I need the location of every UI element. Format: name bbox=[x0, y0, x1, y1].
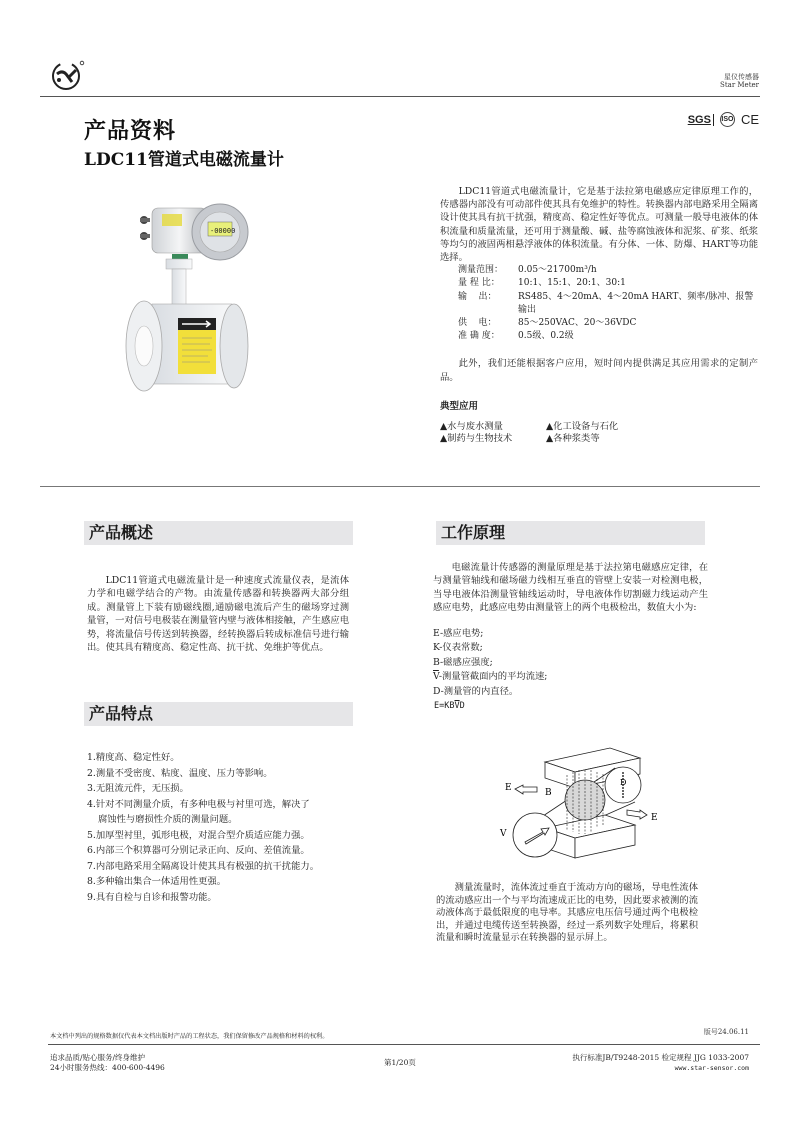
variable-item bbox=[433, 685, 547, 699]
spec-row bbox=[440, 277, 758, 290]
feature-item: 6.内部三个积算器可分别记录正向、反向、差值流量。 bbox=[87, 845, 310, 856]
spec-row bbox=[440, 291, 758, 317]
brand-name bbox=[720, 73, 759, 89]
footer-contact bbox=[50, 1053, 165, 1073]
variable-symbol: B bbox=[433, 656, 441, 668]
product-title: LDC11管道式电磁流量计 bbox=[84, 150, 284, 170]
feature-item: 4.针对不同测量介质，有多种电极与衬里可选，解决了 bbox=[87, 798, 310, 810]
custom-products-note: 此外，我们还能根据客户应用，短时间内提供满足其应用需求的定制产品。 bbox=[440, 358, 758, 383]
applications-title: 典型应用 bbox=[440, 400, 479, 412]
intro-paragraph: LDC11管道式电磁流量计，它是基于法拉第电磁感应定律原理工作的，传感器内部没有可动部件使其具有免维护的特性。转换器内部电路采用全隔离设计使其具有抗干扰强，精度高、稳定性好等优点。可测量一般导电液体的体积流量和质量流量，还可用于测量酸、碱、盐等腐蚀液体和泥浆、矿浆、纸浆等均匀的液固两相悬浮液体的体积流量。有分体、一体、防爆、HART等功能选择。 bbox=[440, 186, 758, 264]
diagram-label-b: B bbox=[545, 788, 552, 798]
spec-value: 0.5级、0.2级 bbox=[518, 331, 574, 342]
variable-symbol: K bbox=[433, 642, 440, 654]
footer-standards bbox=[572, 1053, 749, 1073]
brand-en: Star Meter bbox=[720, 81, 759, 89]
spec-label: 供 电： bbox=[458, 318, 497, 329]
variable-desc: -测量管截面内的平均流速; bbox=[438, 671, 548, 683]
certification-logos bbox=[688, 112, 759, 127]
variable-symbol: $\overline{V}$ bbox=[433, 671, 439, 683]
applications-list bbox=[440, 421, 758, 445]
flowmeter-product-image bbox=[122, 196, 272, 396]
page-number: 第1/20页 bbox=[384, 1058, 416, 1067]
variable-item bbox=[433, 641, 547, 655]
disclaimer: 本文档中列出的规格数据仅代表本文档出版时产品的工程状态，我们保留修改产品规格和材料的权利。 bbox=[50, 1033, 329, 1040]
variable-desc: -仪表常数; bbox=[439, 642, 483, 654]
spec-value: 10:1、15:1、20:1、30:1 bbox=[518, 278, 626, 289]
principle-section-title: 工作原理 bbox=[436, 521, 705, 545]
diagram-label-e: E bbox=[505, 783, 512, 793]
brand-cn: 星仪传感器 bbox=[724, 73, 759, 81]
hotline: 24小时服务热线：400-600-4496 bbox=[50, 1063, 165, 1072]
variable-item bbox=[433, 627, 547, 641]
application-item: ▲制药与生物技术 bbox=[440, 433, 513, 445]
svg-text:-00000: -00000 bbox=[210, 227, 236, 235]
formula-part: E=KB bbox=[434, 701, 455, 711]
feature-item: 腐蚀性与磨损性介质的测量问题。 bbox=[98, 814, 238, 825]
spec-label: 测量范围： bbox=[458, 265, 504, 276]
website-link[interactable]: www.star-sensor.com bbox=[674, 1064, 749, 1072]
application-item: ▲化工设备与石化 bbox=[546, 421, 619, 433]
application-item: ▲水与废水测量 bbox=[440, 421, 503, 433]
faraday-principle-diagram bbox=[495, 740, 670, 865]
application-item: ▲各种浆类等 bbox=[546, 433, 600, 445]
variable-desc: -感应电势; bbox=[439, 628, 484, 639]
overview-section-title: 产品概述 bbox=[84, 521, 353, 545]
formula-part: $\overline{V}$ bbox=[454, 701, 460, 711]
footer-divider bbox=[48, 1044, 760, 1045]
feature-item: 1.精度高、稳定性好。 bbox=[87, 752, 180, 763]
spec-label: 量 程 比： bbox=[458, 278, 500, 289]
spec-label: 输 出： bbox=[458, 291, 497, 302]
slogan: 追求品质/贴心服务/终身维护 bbox=[50, 1053, 146, 1062]
variable-symbol: E bbox=[433, 628, 440, 639]
features-list bbox=[87, 750, 367, 905]
ce-logo-icon: CE bbox=[740, 112, 759, 127]
iso-logo-icon: ISO bbox=[720, 112, 735, 127]
feature-item: 3.无阻流元件，无压损。 bbox=[87, 783, 189, 794]
spec-row bbox=[440, 264, 758, 277]
variable-desc: -磁感应强度; bbox=[440, 656, 493, 668]
variable-item bbox=[433, 656, 547, 670]
features-section-title: 产品特点 bbox=[84, 702, 353, 726]
spec-label: 准 确 度： bbox=[458, 331, 500, 342]
variable-symbol: D bbox=[433, 685, 441, 697]
feature-item: 5.加厚型衬里，弧形电极，对混合型介质适应能力强。 bbox=[87, 829, 310, 841]
star-meter-logo-icon bbox=[48, 58, 88, 92]
feature-item: 7.内部电路采用全隔离设计使其具有极强的抗干扰能力。 bbox=[87, 860, 319, 872]
spec-value: 0.05～21700m³/h bbox=[518, 265, 597, 276]
header-divider bbox=[40, 96, 760, 97]
version-number: 版号24.06.11 bbox=[703, 1028, 749, 1036]
formula-part: D bbox=[459, 701, 465, 711]
svg-text:D: D bbox=[620, 778, 627, 787]
diagram-label-e: E bbox=[651, 813, 658, 823]
principle-text: 电磁流量计传感器的测量原理是基于法拉第电磁感应定律，在与测量管轴线和磁场磁力线相互垂直的管壁上安装一对检测电极，当导电液体沿测量管轴线运动时，导电液体作切割磁力线运动产生感应电势，此感应电势由测量管上的两个电极检出，数值大小为: bbox=[433, 562, 708, 613]
spec-value: 85～250VAC、20～36VDC bbox=[518, 318, 637, 329]
formula-variables bbox=[433, 627, 547, 699]
overview-text: LDC11管道式电磁流量计是一种速度式流量仪表，是流体力学和电磁学结合的产物。由流量传感器和转换器两大部分组成。测量管上下装有励磁线圈,通励磁电流后产生的磁场穿过测量管，一对信号电极装在测量管内壁与液体相接触，产生感应电势，将流量信号传送到转换器，经转换器后转成标准信号进行输出。使其具有精度高、稳定性高、抗干扰、免维护等优点。 bbox=[87, 575, 349, 654]
feature-item: 9.具有自检与自诊和报警功能。 bbox=[87, 891, 217, 903]
standards: 执行标准JB/T9248-2015 检定规程 JJG 1033-2007 bbox=[572, 1053, 749, 1062]
feature-item: 2.测量不受密度、粘度、温度、压力等影响。 bbox=[87, 767, 273, 779]
spec-list bbox=[440, 264, 758, 343]
spec-row bbox=[440, 330, 758, 343]
diagram-label-v: V bbox=[500, 829, 507, 839]
page-title: 产品资料 bbox=[84, 118, 177, 144]
variable-desc: -测量管的内直径。 bbox=[440, 685, 519, 697]
principle-text-2: 测量流量时，流体流过垂直于流动方向的磁场，导电性流体的流动感应出一个与平均流速成正比的电势，因此要求被测的流动液体高于最低限度的电导率。其感应电压信号通过两个电极检出，并通过电缆传送至转换器，经过一系列数字处理后，将累积流量和瞬时流量显示在转换器的显示屏上。 bbox=[436, 882, 698, 943]
sgs-logo-icon: SGS bbox=[688, 114, 714, 126]
feature-item: 8.多种输出集合一体适用性更强。 bbox=[87, 876, 227, 887]
formula bbox=[434, 701, 465, 711]
spec-value: RS485、4～20mA、4～20mA HART、频率/脉冲、报警输出 bbox=[518, 291, 754, 315]
variable-item bbox=[433, 670, 547, 684]
spec-row bbox=[440, 317, 758, 330]
product-intro bbox=[440, 185, 758, 445]
section-divider bbox=[40, 486, 760, 487]
